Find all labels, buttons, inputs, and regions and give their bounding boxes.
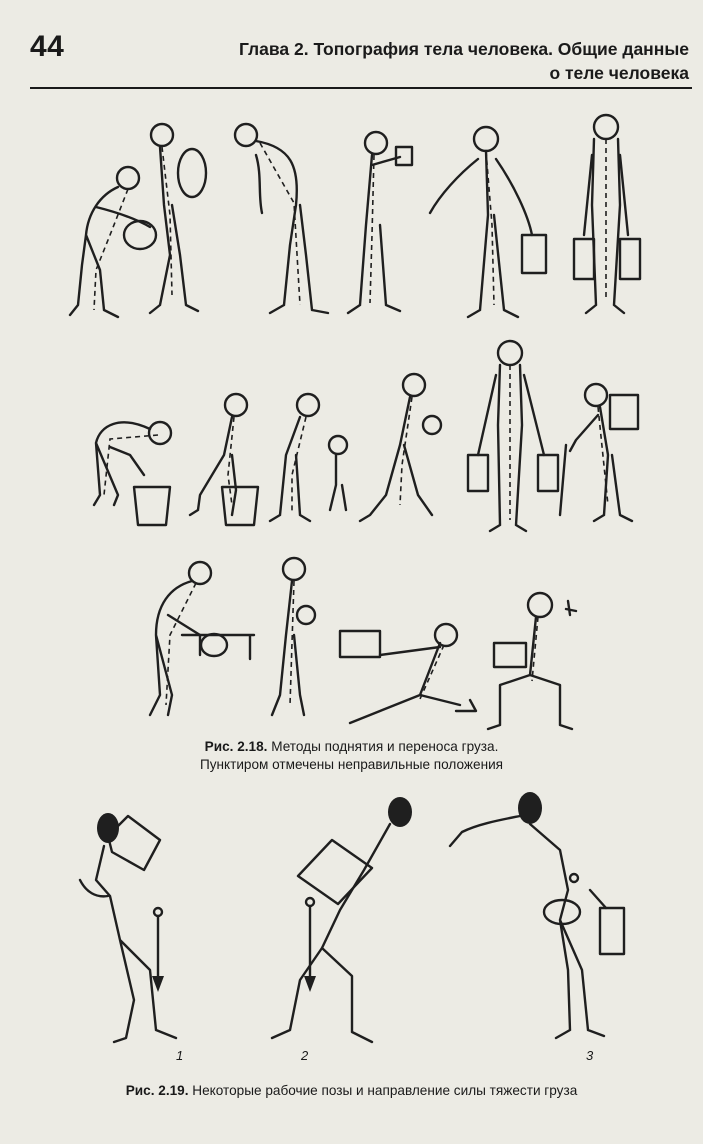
chapter-title bbox=[129, 37, 689, 85]
figure-2-19-illustration bbox=[0, 780, 703, 1075]
pose-3-skeleton bbox=[450, 792, 624, 1038]
pose-label-1: 1 bbox=[176, 1048, 184, 1063]
page-number: 44 bbox=[30, 30, 65, 63]
lifting-methods-drawing bbox=[0, 95, 703, 735]
figure-2-18-label: Рис. 2.18. bbox=[204, 739, 268, 754]
working-postures-drawing bbox=[0, 780, 703, 1075]
pose-1-skeleton bbox=[80, 813, 176, 1042]
figure-2-18-caption bbox=[0, 738, 703, 774]
figure-2-18-illustration bbox=[0, 95, 703, 735]
header-rule bbox=[30, 87, 692, 89]
figure-2-18-caption-text1: Методы поднятия и переноса груза. bbox=[271, 739, 499, 754]
pose-2-skeleton bbox=[272, 797, 412, 1042]
figure-2-19-caption-text: Некоторые рабочие позы и направление силы тяжести груза bbox=[192, 1083, 578, 1098]
row3-figures bbox=[150, 558, 576, 729]
row1-figures bbox=[70, 115, 640, 317]
chapter-title-line1: Глава 2. Топография тела человека. Общие данные bbox=[238, 39, 689, 59]
chapter-title-line2: о теле человека bbox=[549, 63, 689, 83]
pose-label-3: 3 bbox=[586, 1048, 594, 1063]
figure-2-19-label: Рис. 2.19. bbox=[125, 1083, 189, 1098]
row2-figures bbox=[94, 341, 638, 531]
figure-2-18-caption-line1 bbox=[0, 738, 703, 756]
figure-2-18-caption-line2: Пунктиром отмечены неправильные положения bbox=[199, 757, 504, 772]
figure-2-19-caption bbox=[0, 1082, 703, 1100]
pose-label-2: 2 bbox=[301, 1048, 309, 1063]
page-header bbox=[0, 0, 703, 92]
